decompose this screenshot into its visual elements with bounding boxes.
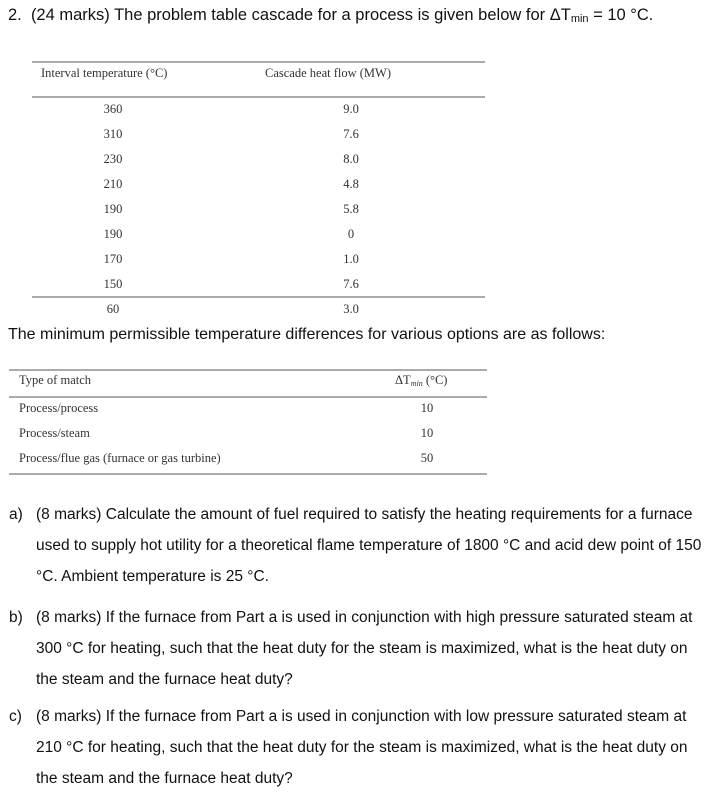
cell-dtmin: 10 — [420, 426, 434, 440]
cell-interval-temperature: 310 — [103, 127, 123, 141]
cell-cascade-heat-flow: 0 — [347, 227, 355, 241]
cascade-table — [32, 60, 485, 316]
cell-cascade-heat-flow: 7.6 — [343, 277, 359, 291]
cell-cascade-heat-flow: 1.0 — [343, 252, 359, 266]
cell-cascade-heat-flow: 8.0 — [343, 152, 359, 166]
part-text: (8 marks) Calculate the amount of fuel required to satisfy the heating requirements for a furnace used to supply hot utility for a theoretical flame temperature of 1800 °C and acid dew point of 150 °C. Ambient temperature is 25 °C. — [36, 506, 702, 585]
header-dtmin — [395, 373, 447, 388]
intro-post: = 10 °C. — [588, 6, 654, 24]
cell-cascade-heat-flow: 5.8 — [343, 202, 359, 216]
part-label: b) — [9, 609, 23, 626]
cell-dtmin: 10 — [420, 401, 434, 415]
min: min — [410, 379, 423, 388]
paragraph: The minimum permissible temperature differences for various options are as follows: — [8, 326, 606, 343]
question-number: 2. — [8, 6, 22, 24]
cell-interval-temperature: 170 — [103, 252, 123, 266]
part-label: c) — [9, 708, 22, 725]
divider — [9, 396, 487, 398]
part-label: a) — [9, 506, 23, 523]
part-text: (8 marks) If the furnace from Part a is used in conjunction with high pressure saturated steam at 300 °C for heating, such that the heat duty for the steam is maximized, what is the heat duty on the steam and the furnace heat duty? — [36, 609, 693, 688]
cell-cascade-heat-flow: 3.0 — [343, 302, 359, 316]
cell-type-of-match: Process/flue gas (furnace or gas turbine) — [19, 451, 221, 465]
question-title — [8, 6, 653, 25]
dt: ΔT — [395, 373, 411, 387]
divider — [32, 296, 485, 298]
cell-interval-temperature: 190 — [103, 202, 123, 216]
header-type-of-match: Type of match — [19, 373, 92, 387]
cell-cascade-heat-flow: 4.8 — [343, 177, 359, 191]
cell-interval-temperature: 230 — [103, 152, 123, 166]
cell-type-of-match: Process/process — [19, 401, 99, 415]
cell-interval-temperature: 360 — [103, 102, 123, 116]
cell-interval-temperature: 150 — [103, 277, 123, 291]
cell-interval-temperature: 190 — [103, 227, 123, 241]
divider — [32, 96, 485, 98]
header-interval-temperature: Interval temperature (°C) — [41, 66, 168, 80]
part-text: (8 marks) If the furnace from Part a is used in conjunction with low pressure saturated steam at 210 °C for heating, such that the heat duty for the steam is maximized, what is the heat duty on the steam and the furnace heat duty? — [36, 708, 688, 787]
header-cascade-heat-flow: Cascade heat flow (MW) — [265, 66, 391, 80]
part-a — [9, 506, 709, 592]
intro-sub: min — [570, 13, 589, 25]
cell-interval-temperature: 210 — [103, 177, 123, 191]
divider — [32, 61, 485, 63]
divider — [9, 473, 487, 475]
intro-text: (24 marks) The problem table cascade for a process is given below for ΔT — [30, 6, 571, 24]
cell-cascade-heat-flow: 9.0 — [343, 102, 359, 116]
cell-dtmin: 50 — [420, 451, 434, 465]
cell-cascade-heat-flow: 7.6 — [343, 127, 359, 141]
part-c — [9, 708, 709, 794]
unit: (°C) — [422, 373, 448, 387]
cell-interval-temperature: 60 — [106, 302, 120, 316]
cell-type-of-match: Process/steam — [19, 426, 90, 440]
part-b — [9, 609, 709, 695]
dtmin-table — [9, 368, 487, 478]
divider — [9, 369, 487, 371]
